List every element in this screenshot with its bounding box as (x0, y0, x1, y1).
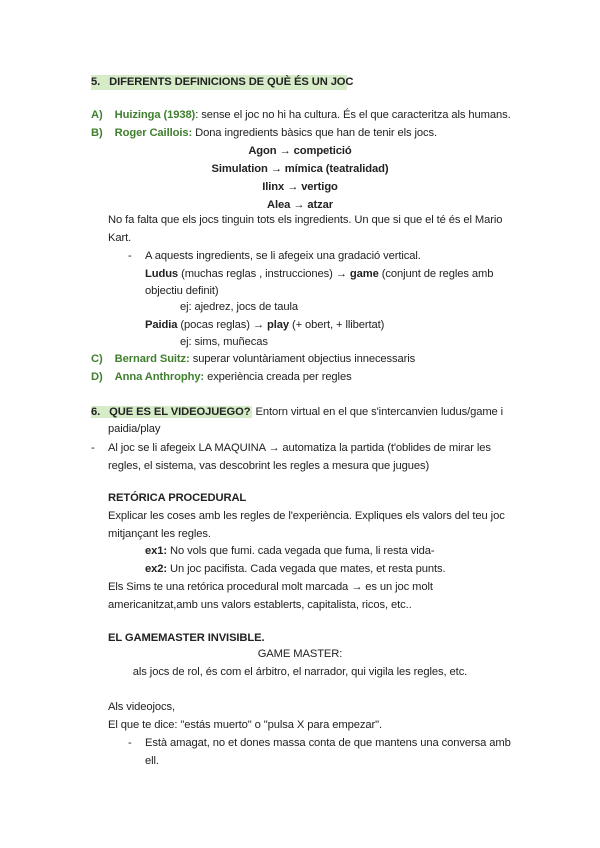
section-6-heading (91, 405, 503, 420)
item-letter: B) (91, 127, 103, 139)
definition-b (91, 126, 437, 141)
definition-d (91, 370, 352, 385)
section-5-number: 5. (91, 76, 101, 88)
ludus-example: ej: ajedrez, jocs de taula (180, 301, 299, 313)
example-1 (145, 544, 435, 559)
caillois-ilinx: Ilinx → vertigo (262, 181, 338, 193)
item-letter: C) (91, 353, 103, 365)
item-letter: A) (91, 109, 103, 121)
example-label: ex2: (145, 563, 167, 575)
play-desc: (+ obert, + llibertat) (288, 319, 385, 331)
caillois-agon: Agon → competició (248, 145, 352, 157)
game-term: game (349, 268, 379, 280)
section-6-title: QUE ES EL VIDEOJUEGO? (109, 406, 251, 418)
example-2 (145, 562, 446, 577)
dash-bullet: - (128, 737, 132, 749)
paidia-example: ej: sims, muñecas (180, 336, 268, 348)
retorica-line: mitjançant les regles. (108, 528, 211, 540)
gamemaster-heading: EL GAMEMASTER INVISIBLE. (108, 632, 265, 644)
caillois-alea: Alea → atzar (267, 199, 333, 211)
section-6-text-2: paidia/play (108, 423, 161, 435)
gamemaster-quote: El que te dice: "estás muerto" o "pulsa X para empezar". (108, 719, 382, 731)
retorica-heading: RETÓRICA PROCEDURAL (108, 492, 247, 504)
machine-line: regles, el sistema, vas descobrint les regles a mesura que jugues) (108, 460, 430, 472)
definition-text: : sense el joc no hi ha cultura. És el que caracteritza als humans. (195, 109, 511, 121)
author-name: Bernard Suitz: (114, 353, 190, 365)
gamemaster-label: GAME MASTER: (257, 648, 343, 660)
hidden-line: ell. (145, 755, 159, 767)
section-5-title: DIFERENTS DEFINICIONS DE QUÈ ÉS UN JOC (109, 76, 354, 88)
retorica-line: Explicar les coses amb les regles de l'experiència. Expliques els valors del teu joc (108, 510, 505, 522)
caillois-simulation: Simulation → mímica (teatralidad) (211, 163, 389, 175)
definition-c (91, 352, 415, 367)
example-label: ex1: (145, 545, 167, 557)
section-6-label (91, 406, 252, 418)
example-text: Un joc pacifista. Cada vegada que mates, et resta punts. (167, 563, 446, 575)
example-text: No vols que fumi. cada vegada que fuma, li resta vida- (167, 545, 435, 557)
paidia-desc: (pocas reglas) → (177, 319, 267, 331)
ludus-term: Ludus (145, 268, 179, 280)
definition-text: Dona ingredients bàsics que han de tenir els jocs. (192, 127, 437, 139)
dash-bullet: - (128, 250, 132, 262)
paragraph-line: No fa falta que els jocs tinguin tots els ingredients. Un que si que el té és el Mario (108, 214, 503, 226)
author-name: Huizinga (1938) (114, 109, 196, 121)
gamemaster-description: als jocs de rol, és com el árbitro, el narrador, qui vigila les regles, etc. (132, 666, 468, 678)
author-name: Anna Anthrophy: (114, 371, 205, 383)
definition-text: experiència creada per regles (204, 371, 352, 383)
section-6-text: Entorn virtual en el que s'intercanvien ludus/game i (252, 406, 504, 418)
paidia-term: Paidia (145, 319, 178, 331)
dash-bullet: - (91, 442, 95, 454)
section-5-heading (91, 75, 354, 90)
hidden-line: Està amagat, no et dones massa conta de que mantens una conversa amb (145, 737, 511, 749)
item-letter: D) (91, 371, 103, 383)
videogames-line: Als videojocs, (108, 701, 175, 713)
paidia-line (145, 318, 384, 333)
definition-a (91, 108, 511, 123)
sims-line: Els Sims te una retórica procedural molt marcada → es un joc molt (108, 581, 433, 593)
sims-line: americanitzat,amb uns valors establerts, capitalista, ricos, etc.. (108, 599, 412, 611)
play-term: play (266, 319, 289, 331)
game-desc: (conjunt de regles amb (378, 268, 494, 280)
gradation-text: A aquests ingredients, se li afegeix una gradació vertical. (145, 250, 421, 262)
ludus-line (145, 267, 493, 282)
paragraph-line: Kart. (108, 232, 132, 244)
section-6-number: 6. (91, 406, 101, 418)
ludus-line-2: objectiu definit) (145, 285, 219, 297)
ludus-desc: (muchas reglas , instrucciones) → (178, 268, 350, 280)
author-name: Roger Caillois: (114, 127, 193, 139)
machine-line: Al joc se li afegeix LA MAQUINA → automatiza la partida (t'oblides de mirar les (108, 442, 491, 454)
definition-text: superar voluntàriament objectius innecessaris (189, 353, 416, 365)
